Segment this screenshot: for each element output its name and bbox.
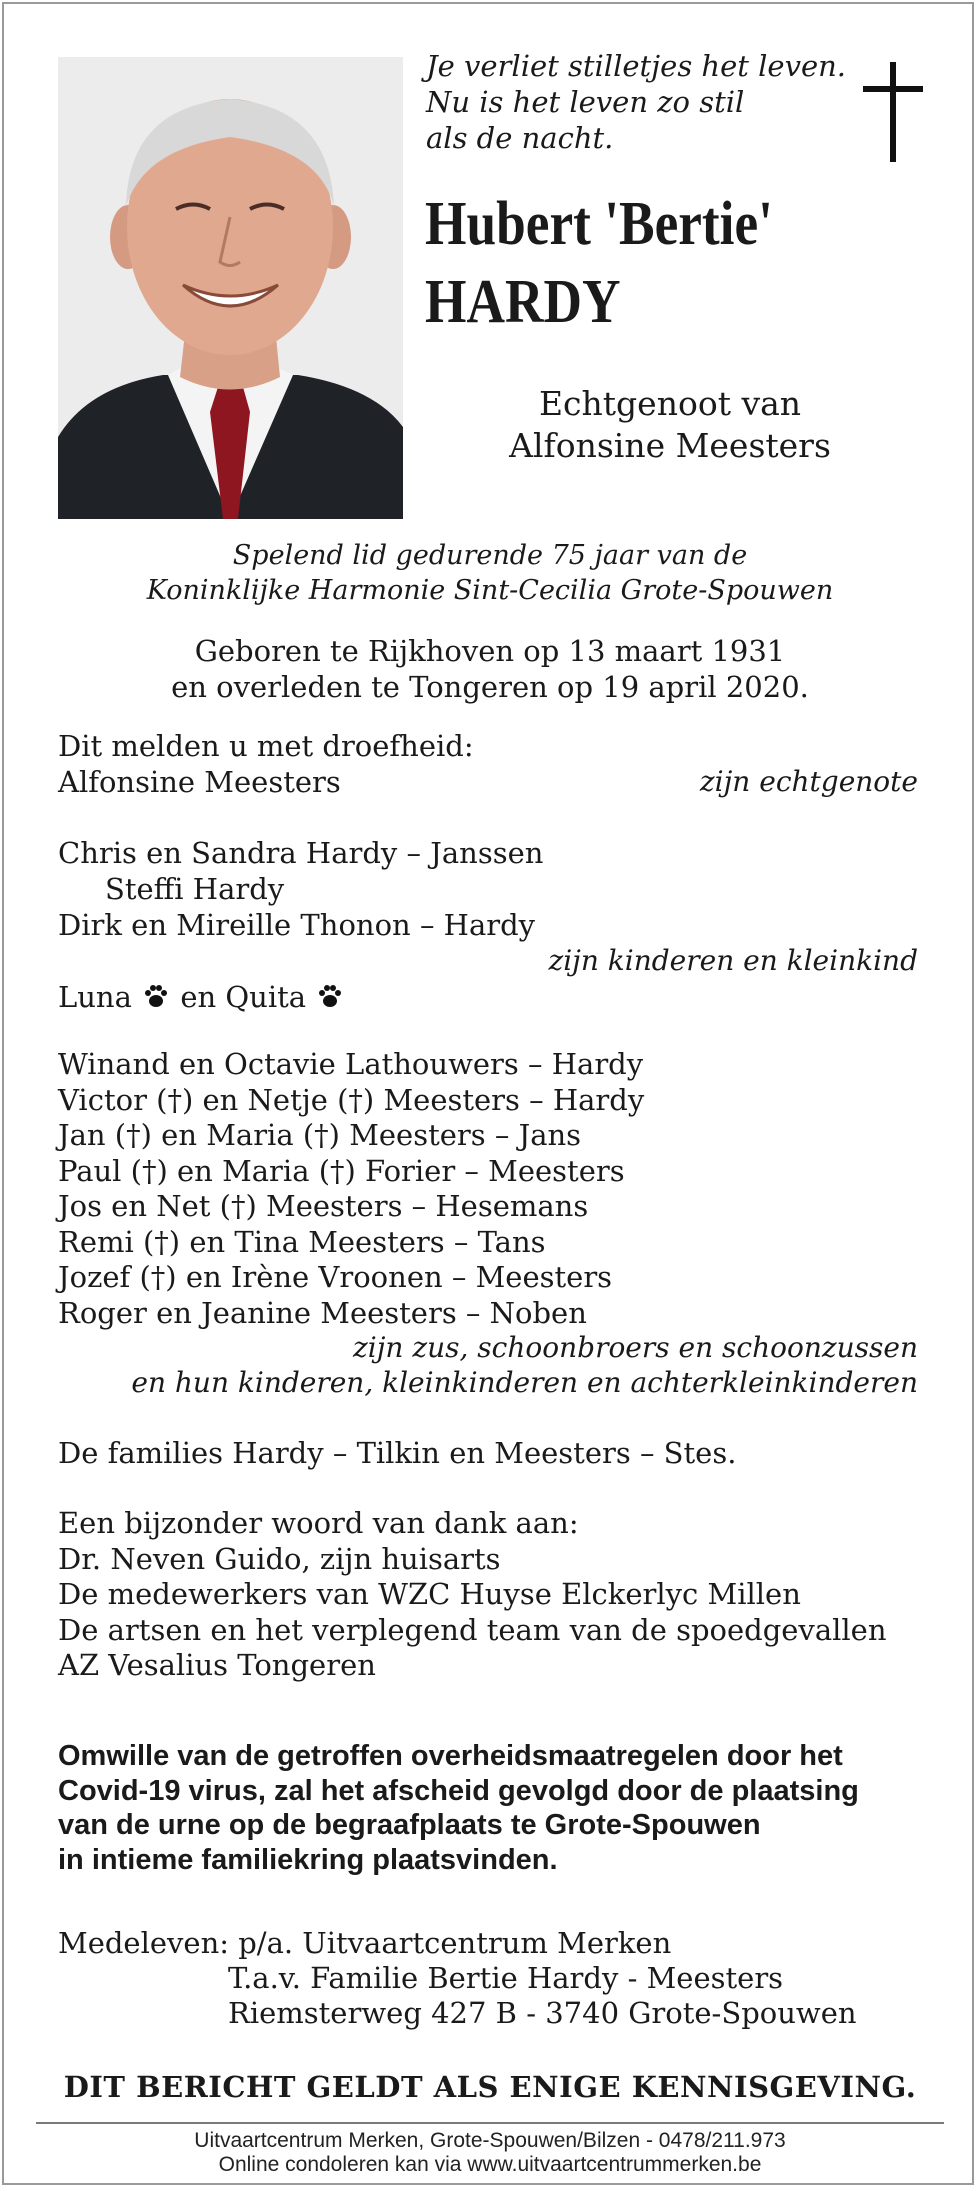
- paw-icon: [143, 981, 169, 1017]
- sibling-line: Winand en Octavie Lathouwers – Hardy: [58, 1047, 644, 1081]
- covid-notice: [58, 1739, 859, 1877]
- thanks-line: Een bijzonder woord van dank aan:: [58, 1506, 579, 1540]
- wife-name: Alfonsine Meesters: [58, 765, 341, 799]
- membership-line: Koninklijke Harmonie Sint-Cecilia Grote-Spouwen: [146, 575, 834, 606]
- pets-conj: en: [180, 980, 217, 1014]
- condolence-label: Medeleven: p/a. Uitvaartcentrum Merken: [58, 1926, 672, 1960]
- thanks-line: Dr. Neven Guido, zijn huisarts: [58, 1542, 501, 1576]
- announce-intro: Dit melden u met droefheid:: [58, 729, 474, 763]
- sibling-line: Jos en Net (†) Meesters – Hesemans: [58, 1189, 589, 1223]
- covid-line: in intieme familiekring plaatsvinden.: [58, 1843, 558, 1876]
- siblings-role: zijn zus, schoonbroers en schoonzussen: [353, 1331, 918, 1364]
- divider: [36, 2122, 944, 2124]
- sibling-line: Jan (†) en Maria (†) Meesters – Jans: [58, 1118, 582, 1152]
- wife-role: zijn echtgenote: [699, 765, 918, 798]
- sibling-line: Victor (†) en Netje (†) Meesters – Hardy: [58, 1083, 645, 1117]
- thanks-line: De medewerkers van WZC Huyse Elckerlyc Millen: [58, 1577, 801, 1611]
- name-first: Hubert 'Bertie': [425, 190, 773, 258]
- pet-name: Quita: [225, 980, 307, 1014]
- grandchild-line: Steffi Hardy: [105, 872, 285, 906]
- covid-line: Covid-19 virus, zal het afscheid gevolgd door de plaatsing: [58, 1774, 859, 1807]
- thanks-line: AZ Vesalius Tongeren: [58, 1648, 376, 1682]
- pets-line: [58, 979, 345, 1017]
- thanks-line: De artsen en het verplegend team van de spoedgevallen: [58, 1613, 887, 1647]
- spouse-line: Echtgenoot van: [538, 384, 802, 423]
- condolence-line: Riemsterweg 427 B - 3740 Grote-Spouwen: [228, 1996, 857, 2030]
- spouse-info: [460, 383, 880, 467]
- official-notice: DIT BERICHT GELDT ALS ENIGE KENNISGEVING.: [63, 2070, 917, 2104]
- sibling-line: Paul (†) en Maria (†) Forier – Meesters: [58, 1154, 625, 1188]
- name-last: HARDY: [425, 268, 621, 336]
- footer-link[interactable]: Online condoleren kan via www.uitvaartcentrummerken.be: [218, 2153, 762, 2176]
- families-line: De families Hardy – Tilkin en Meesters – Stes.: [58, 1436, 737, 1470]
- poem-line: Je verliet stilletjes het leven.: [426, 49, 847, 83]
- covid-line: Omwille van de getroffen overheidsmaatregelen door het: [58, 1740, 843, 1772]
- siblings-role: en hun kinderen, kleinkinderen en achterkleinkinderen: [131, 1366, 918, 1399]
- deceased-name: [425, 185, 773, 341]
- pet-name: Luna: [58, 980, 132, 1014]
- paw-icon: [317, 981, 343, 1017]
- footer-line: Uitvaartcentrum Merken, Grote-Spouwen/Bilzen - 0478/211.973: [194, 2129, 786, 2152]
- condolence-line: T.a.v. Familie Bertie Hardy - Meesters: [228, 1961, 784, 1995]
- poem-line: als de nacht.: [426, 121, 614, 155]
- poem: [426, 48, 846, 156]
- poem-line: Nu is het leven zo stil: [426, 85, 745, 119]
- membership-line: Spelend lid gedurende 75 jaar van de: [232, 540, 748, 571]
- spouse-line: Alfonsine Meesters: [509, 426, 831, 465]
- sibling-line: Roger en Jeanine Meesters – Noben: [58, 1296, 587, 1330]
- covid-line: van de urne op de begraafplaats te Grote-Spouwen: [58, 1809, 761, 1841]
- child-line: Chris en Sandra Hardy – Janssen: [58, 836, 544, 870]
- cross-icon: [863, 62, 923, 162]
- death-line: en overleden te Tongeren op 19 april 2020.: [171, 670, 809, 704]
- children-role: zijn kinderen en kleinkind: [548, 944, 918, 977]
- portrait-photo: [58, 57, 403, 519]
- sibling-line: Remi (†) en Tina Meesters – Tans: [58, 1225, 546, 1259]
- birth-line: Geboren te Rijkhoven op 13 maart 1931: [194, 634, 786, 668]
- sibling-line: Jozef (†) en Irène Vroonen – Meesters: [58, 1260, 613, 1294]
- child-line: Dirk en Mireille Thonon – Hardy: [58, 908, 536, 942]
